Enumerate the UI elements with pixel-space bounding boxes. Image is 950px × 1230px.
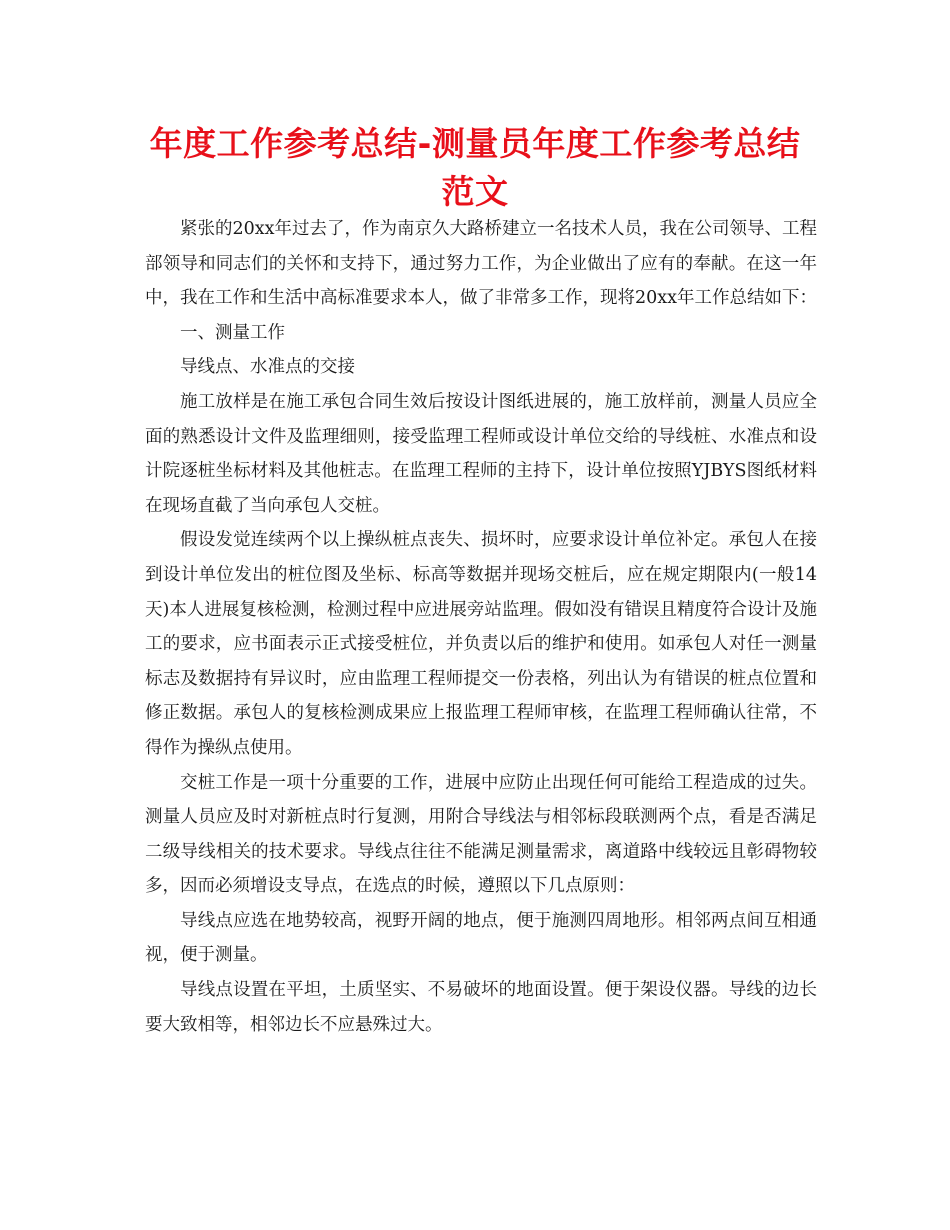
paragraph-intro: 紧张的20xx年过去了，作为南京久大路桥建立一名技术人员，我在公司领导、工程部领导和同志们的关怀和支持下，通过努力工作，为企业做出了应有的奉献。在这一年中，我在工作和生活中高标准要求本人，做了非常多工作，现将20xx年工作总结如下： [145,219,818,309]
document-title: 年度工作参考总结-测量员年度工作参考总结范文 [149,124,801,211]
section-heading: 一、测量工作 [180,322,285,343]
paragraph: 施工放样是在施工承包合同生效后按设计图纸进展的，施工放样前，测量人员应全面的熟悉设计文件及监理细则，接受监理工程师或设计单位交给的导线桩、水准点和设计院逐桩坐标材料及其他桩志。在监理工程师的主持下，设计单位按照YJBYS图纸材料在现场直截了当向承包人交桩。 [145,391,817,516]
paragraph: 交桩工作是一项十分重要的工作，进展中应防止出现任何可能给工程造成的过失。测量人员应及时对新桩点时行复测，用附合导线法与相邻标段联测两个点，看是否满足二级导线相关的技术要求。导线点往往不能满足测量需求，离道路中线较远且彰碍物较多，因而必须增设支导点，在选点的时候，遵照以下几点原则： [145,772,817,897]
paragraph: 导线点应选在地势较高，视野开阔的地点，便于施测四周地形。相邻两点间互相通视，便于测量。 [145,910,817,966]
paragraph: 假设发觉连续两个以上操纵桩点丧失、损坏时，应要求设计单位补定。承包人在接到设计单位发出的桩位图及坐标、标高等数据并现场交桩后，应在规定期限内(一般14天)本人进展复核检测，检测过程中应进展旁站监理。假如没有错误且精度符合设计及施工的要求，应书面表示正式接受桩位，并负责以后的维护和使用。如承包人对任一测量标志及数据持有异议时，应由监理工程师提交一份表格，列出认为有错误的桩点位置和修正数据。承包人的复核检测成果应上报监理工程师审核，在监理工程师确认往常，不得作为操纵点使用。 [145,530,817,758]
document-body [145,212,817,1042]
subsection-heading: 导线点、水准点的交接 [180,357,355,378]
paragraph: 导线点设置在平坦，土质坚实、不易破坏的地面设置。便于架设仪器。导线的边长要大致相等，相邻边长不应悬殊过大。 [145,980,817,1035]
